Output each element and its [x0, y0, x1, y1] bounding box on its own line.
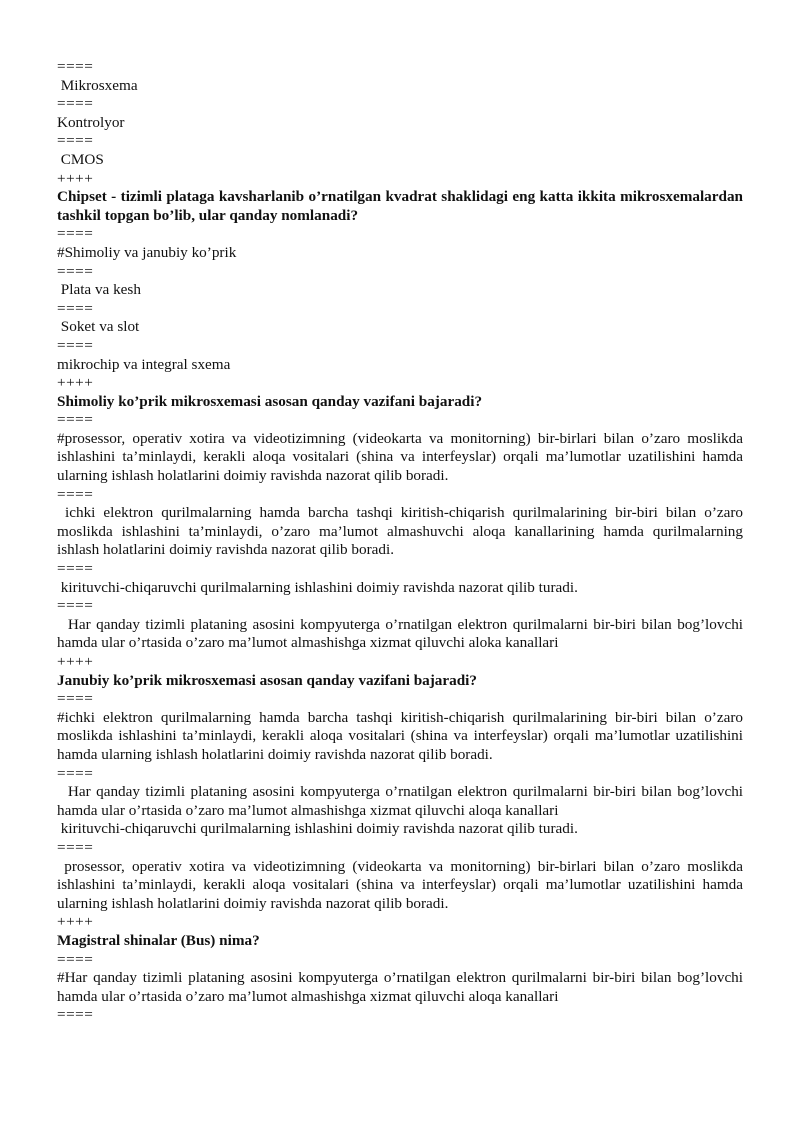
question-separator: ++++ [57, 913, 94, 931]
answer-option-correct: #Har qanday tizimli plataning asosini kompyuterga o’rnatilgan elektron qurilmalarni bir-biri bilan bog’lovchi hamda ular o’rtasida o’zaro ma’lumot almashishga xizmat qiluvchi aloqa kanallari [57, 969, 747, 1005]
separator: ==== [57, 950, 94, 968]
separator: ==== [57, 225, 94, 243]
separator: ==== [57, 299, 94, 317]
separator: ==== [57, 690, 94, 708]
question-text: Shimoliy ko’prik mikrosxemasi asosan qanday vazifani bajaradi? [57, 392, 483, 410]
separator: ==== [57, 336, 94, 354]
question-separator: ++++ [57, 169, 94, 187]
separator: ==== [57, 485, 94, 503]
answer-option: CMOS [57, 150, 104, 168]
document-page [57, 58, 747, 1025]
separator: ==== [57, 597, 94, 615]
separator: ==== [57, 411, 94, 429]
separator: ==== [57, 262, 94, 280]
question-separator: ++++ [57, 374, 94, 392]
answer-option: prosessor, operativ xotira va videotizimning (videokarta va monitorning) bir-birlari bilan o’zaro moslikda ishlashini ta’minlaydi, kerakli aloqa vositalari (shina va interfeyslar) orqali ma’lumotlar uzatilishini hamda ularning ishlash holatlarini doimiy ravishda nazorat qilib boradi. [57, 857, 747, 912]
answer-option-correct: #prosessor, operativ xotira va videotizimning (videokarta va monitorning) bir-birlari bilan o’zaro moslikda ishlashini ta’minlaydi, kerakli aloqa vositalari (shina va interfeyslar) orqali ma’lumotlar uzatilishini hamda ularning ishlash holatlarini doimiy ravishda nazorat qilib boradi. [57, 429, 747, 485]
answer-option: Kontrolyor [57, 113, 125, 131]
question-text: Chipset - tizimli plataga kavsharlanib o’rnatilgan kvadrat shaklidagi eng katta ikkita mikrosxemalardan tashkil topgan bo’lib, ular qanday nomlanadi? [57, 188, 747, 224]
answer-option-correct: #Shimoliy va janubiy ko’prik [57, 243, 237, 261]
separator: ==== [57, 838, 94, 856]
question-separator: ++++ [57, 653, 94, 670]
question-text: Janubiy ko’prik mikrosxemasi asosan qanday vazifani bajaradi? [57, 671, 477, 689]
separator: ==== [57, 764, 94, 782]
answer-option-correct: #ichki elektron qurilmalarning hamda barcha tashqi kiritish-chiqarish qurilmalarining bir-biri bilan o’zaro moslikda ishlashini ta’minlaydi, kerakli aloqa vositalari (shina va interfeyslar) orqali ma’lumotlar uzatilishini hamda ularning ishlash holatlarini doimiy ravishda nazorat qilib boradi. [57, 708, 747, 763]
answer-option: ichki elektron qurilmalarning hamda barcha tashqi kiritish-chiqarish qurilmalarining bir-biri bilan o’zaro moslikda ishlashini ta’minlaydi, o’zaro ma’lumot almashuvchi aloqa kanallarining hamda qurilmalarning ishlash holatlarini doimiy ravishda nazorat qilib boradi. [57, 504, 747, 559]
answer-option: kirituvchi-chiqaruvchi qurilmalarning ishlashini doimiy ravishda nazorat qilib turadi. [57, 578, 578, 596]
answer-option: Soket va slot [57, 318, 140, 336]
answer-option: kirituvchi-chiqaruvchi qurilmalarning ishlashini doimiy ravishda nazorat qilib turadi. [57, 820, 578, 838]
separator: ==== [57, 132, 94, 150]
separator: ==== [57, 560, 94, 578]
answer-option: Mikrosxema [57, 76, 138, 94]
answer-option: Har qanday tizimli plataning asosini kompyuterga o’rnatilgan elektron qurilmalarni bir-biri bilan bog’lovchi hamda ular o’rtasida o’zaro ma’lumot almashishga xizmat qiluvchi aloka kanallari [57, 615, 747, 652]
separator: ==== [57, 58, 94, 75]
answer-option: Har qanday tizimli plataning asosini kompyuterga o’rnatilgan elektron qurilmalarni bir-biri bilan bog’lovchi hamda ular o’rtasida o’zaro ma’lumot almashishga xizmat qiluvchi aloqa kanallari [57, 783, 747, 819]
answer-option: mikrochip va integral sxema [57, 355, 231, 373]
separator: ==== [57, 95, 94, 113]
answer-option: Plata va kesh [57, 281, 141, 299]
separator: ==== [57, 1006, 94, 1024]
question-text: Magistral shinalar (Bus) nima? [57, 931, 260, 949]
